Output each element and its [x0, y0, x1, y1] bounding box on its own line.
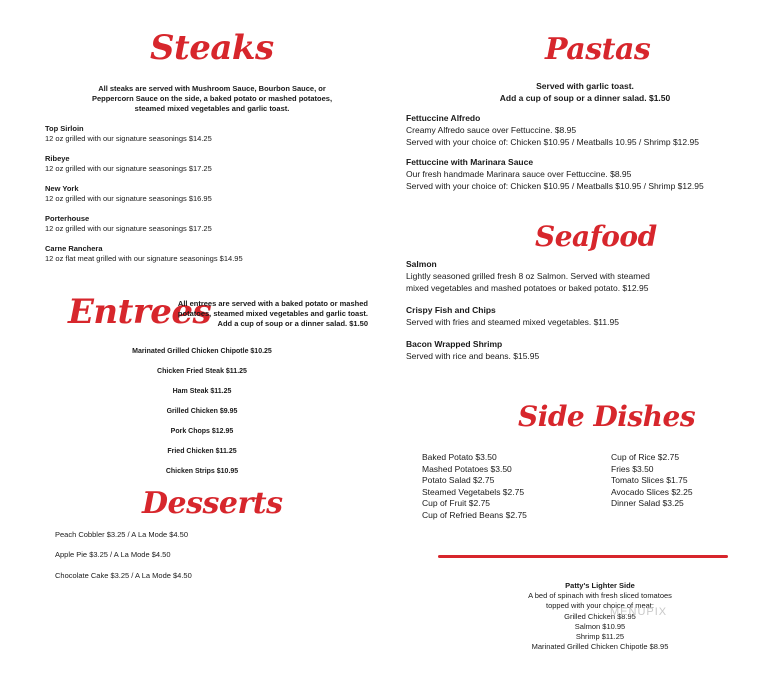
- seafood-desc: Served with fries and steamed mixed vegetables. $11.95: [406, 317, 619, 327]
- side-dishes-left-list: [422, 452, 527, 522]
- entree-item: Fried Chicken $11.25: [167, 448, 237, 455]
- side-dish-item: Avocado Slices $2.25: [611, 486, 693, 497]
- pasta-name: Fettuccine with Marinara Sauce: [406, 157, 534, 167]
- entree-item: Ham Steak $11.25: [172, 388, 232, 395]
- lighter-side-line: Marinated Grilled Chicken Chipotle $8.95: [531, 642, 669, 652]
- dessert-item: Peach Cobbler $3.25 / A La Mode $4.50: [55, 530, 189, 539]
- seafood-heading: Seafood: [535, 220, 657, 253]
- pasta-name: Fettuccine Alfredo: [406, 113, 481, 123]
- seafood-desc: mixed vegetables and mashed potatoes or baked potato. $12.95: [406, 283, 649, 293]
- lighter-side-title: Patty's Lighter Side: [565, 581, 635, 590]
- entree-item: Grilled Chicken $9.95: [166, 408, 238, 415]
- steak-item: [45, 124, 212, 144]
- lighter-side-line: Salmon $10.95: [574, 621, 626, 631]
- side-dish-item: Dinner Salad $3.25: [611, 498, 684, 509]
- watermark-text: MENUPIX: [610, 606, 668, 618]
- side-dish-item: Cup of Rice $2.75: [611, 452, 680, 462]
- entree-item: Chicken Strips $10.95: [165, 468, 239, 475]
- side-dishes-right-list: [611, 452, 693, 510]
- seafood-name: Salmon: [406, 259, 437, 269]
- lighter-side-line: topped with your choice of meat:: [546, 601, 654, 611]
- entree-item: Marinated Grilled Chicken Chipotle $10.25: [132, 348, 272, 355]
- entrees-note-line: All entrees are served with a baked potato or mashed: [177, 299, 368, 308]
- entree-item: Chicken Fried Steak $11.25: [157, 368, 247, 375]
- steak-desc: 12 oz grilled with our signature seasonings $16.95: [45, 194, 212, 203]
- steak-item: [45, 214, 212, 234]
- seafood-item: [406, 338, 539, 362]
- seafood-item: [406, 304, 619, 328]
- steak-name: Porterhouse: [45, 214, 90, 223]
- side-dish-item: Cup of Fruit $2.75: [422, 498, 491, 509]
- lighter-side-line: Grilled Chicken $8.95: [564, 611, 636, 621]
- steaks-note: [60, 84, 364, 114]
- steaks-note-line: Peppercorn Sauce on the side, a baked potato or mashed potatoes,: [91, 94, 333, 103]
- steak-item: [45, 154, 212, 174]
- steaks-heading: Steaks: [150, 28, 274, 68]
- seafood-desc: Served with rice and beans. $15.95: [406, 351, 540, 361]
- steak-desc: 12 oz grilled with our signature seasonings $17.25: [45, 224, 212, 233]
- steak-name: Ribeye: [45, 154, 70, 163]
- steak-desc: 12 oz grilled with our signature seasonings $14.25: [45, 134, 212, 143]
- section-divider: [438, 555, 728, 558]
- entrees-list: [20, 347, 384, 487]
- steak-name: New York: [45, 184, 79, 193]
- steak-item: [45, 244, 243, 264]
- side-dish-item: Tomato Slices $1.75: [611, 475, 688, 486]
- steak-name: Top Sirloin: [45, 124, 84, 133]
- entrees-heading: Entrees: [68, 292, 212, 332]
- side-dishes-heading: Side Dishes: [518, 400, 696, 433]
- seafood-desc: Lightly seasoned grilled fresh 8 oz Salmon. Served with steamed: [406, 271, 650, 281]
- seafood-name: Crispy Fish and Chips: [406, 305, 496, 315]
- pastas-note-line: Served with garlic toast.: [536, 81, 634, 91]
- lighter-side-section: [480, 581, 720, 652]
- side-dish-item: Potato Salad $2.75: [422, 475, 495, 486]
- entrees-note-line: potatoes, steamed mixed vegetables and garlic toast.: [177, 309, 368, 318]
- seafood-item: [406, 258, 650, 294]
- pasta-options: Served with your choice of: Chicken $10.95 / Meatballs $10.95 / Shrimp $12.95: [406, 181, 704, 191]
- pasta-desc: Our fresh handmade Marinara sauce over Fettuccine. $8.95: [406, 169, 632, 179]
- steaks-note-line: steamed mixed vegetables and garlic toast.: [134, 104, 290, 113]
- side-dish-item: Steamed Vegetabels $2.75: [422, 486, 525, 497]
- entrees-note-line: Add a cup of soup or a dinner salad. $1.50: [217, 319, 368, 328]
- steak-name: Carne Ranchera: [45, 244, 103, 253]
- dessert-item: Apple Pie $3.25 / A La Mode $4.50: [55, 550, 171, 559]
- side-dish-item: Mashed Potatoes $3.50: [422, 463, 512, 474]
- steak-desc: 12 oz flat meat grilled with our signature seasonings $14.95: [45, 254, 243, 263]
- side-dish-item: Cup of Refried Beans $2.75: [422, 509, 527, 520]
- pastas-note-line: Add a cup of soup or a dinner salad. $1.50: [499, 93, 671, 103]
- steak-item: [45, 184, 212, 204]
- pasta-item: [406, 112, 699, 148]
- pasta-desc: Creamy Alfredo sauce over Fettuccine. $8.95: [406, 125, 577, 135]
- seafood-name: Bacon Wrapped Shrimp: [406, 339, 503, 349]
- pastas-heading: Pastas: [545, 32, 651, 67]
- dessert-item: Chocolate Cake $3.25 / A La Mode $4.50: [55, 571, 192, 580]
- lighter-side-line: A bed of spinach with fresh sliced tomatoes: [528, 591, 672, 601]
- desserts-heading: Desserts: [142, 486, 283, 521]
- lighter-side-line: Shrimp $11.25: [575, 632, 625, 642]
- entree-item: Pork Chops $12.95: [170, 428, 234, 435]
- pastas-note: [440, 80, 730, 104]
- entrees-note: [168, 299, 368, 329]
- side-dish-item: Baked Potato $3.50: [422, 452, 497, 462]
- pasta-options: Served with your choice of: Chicken $10.95 / Meatballs 10.95 / Shrimp $12.95: [406, 137, 699, 147]
- steaks-note-line: All steaks are served with Mushroom Sauce, Bourbon Sauce, or: [98, 84, 326, 93]
- pasta-item: [406, 156, 704, 192]
- side-dish-item: Fries $3.50: [611, 463, 654, 474]
- steak-desc: 12 oz grilled with our signature seasonings $17.25: [45, 164, 212, 173]
